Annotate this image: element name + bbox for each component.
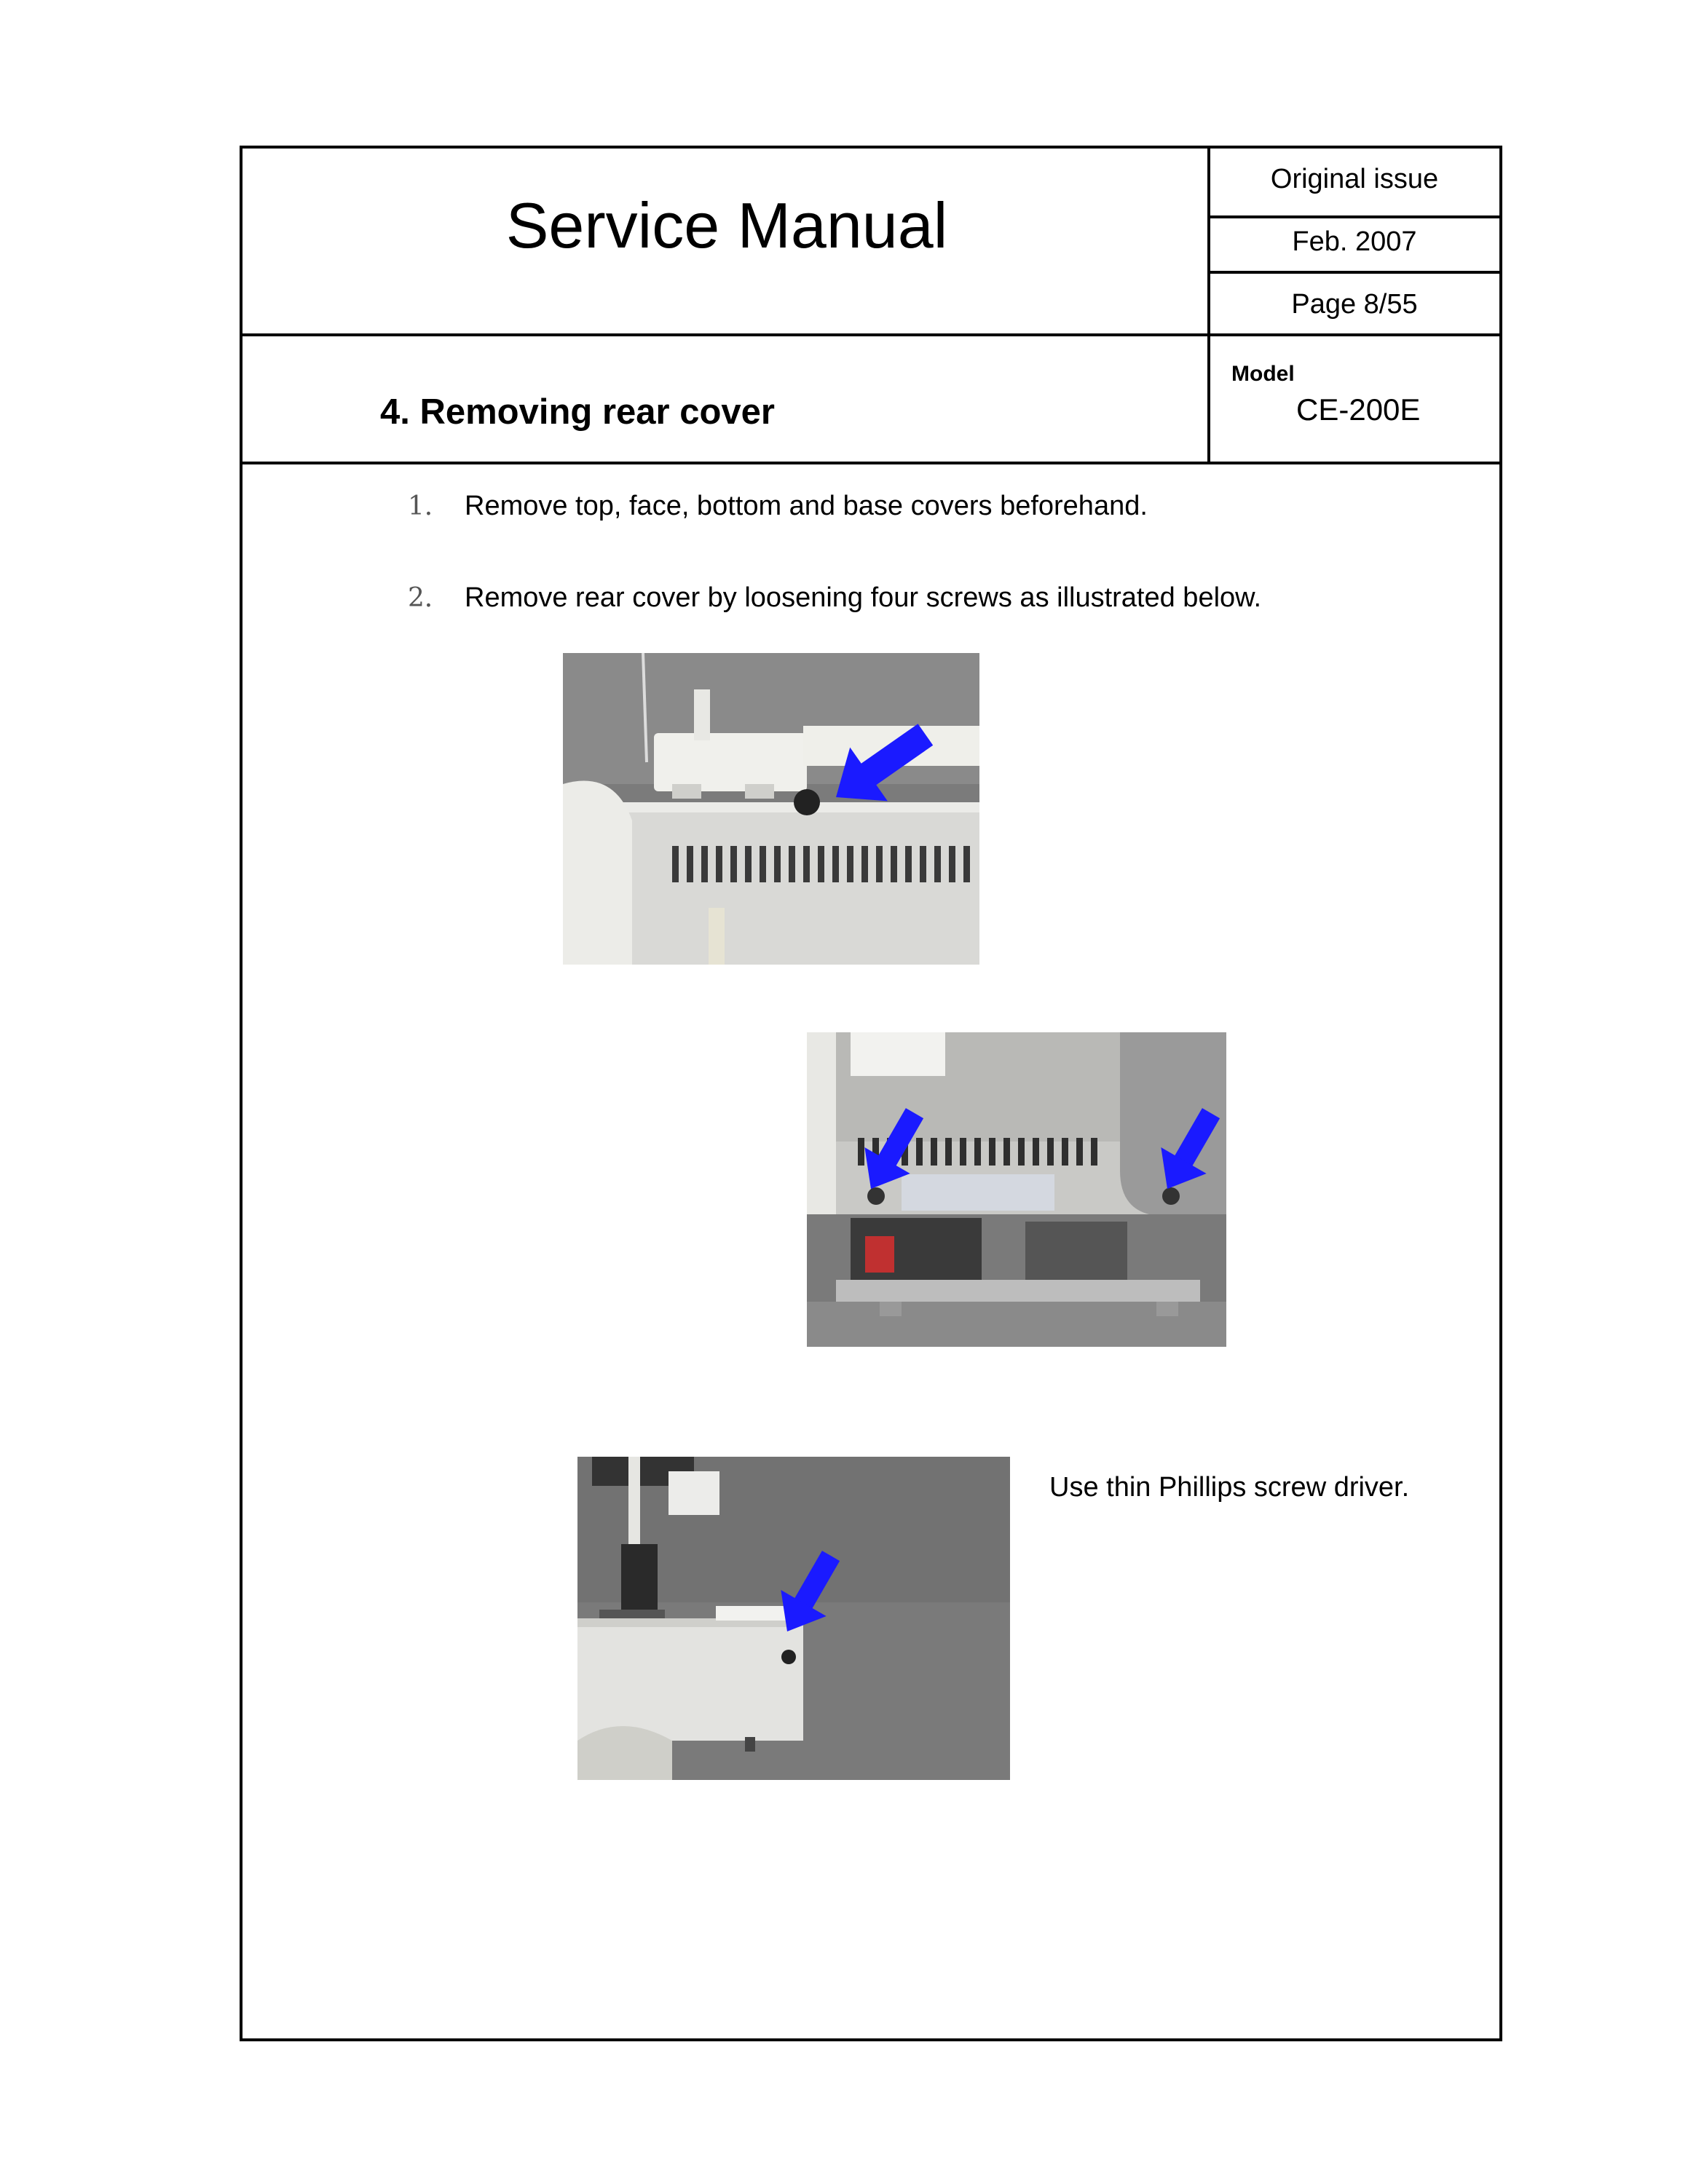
section-heading: 4. Removing rear cover bbox=[380, 392, 775, 432]
photo-bottom-rear-screws bbox=[807, 1032, 1226, 1347]
section-bottom-divider bbox=[240, 462, 1502, 464]
photo-side-screw bbox=[577, 1457, 1010, 1780]
issue-label: Original issue bbox=[1270, 164, 1439, 194]
step-2 bbox=[408, 581, 1261, 615]
photo-top-rear-screw bbox=[563, 653, 979, 965]
model-value: CE-200E bbox=[1296, 392, 1421, 427]
issue-date: Feb. 2007 bbox=[1292, 226, 1417, 257]
screwdriver-note: Use thin Phillips screw driver. bbox=[1049, 1472, 1410, 1503]
step-2-text: Remove rear cover by loosening four screws as illustrated below. bbox=[465, 582, 1262, 613]
page-number: Page 8/55 bbox=[1291, 289, 1418, 320]
page-title: Service Manual bbox=[505, 189, 948, 261]
step-1-number: 1． bbox=[408, 491, 451, 521]
step-2-number: 2． bbox=[408, 583, 451, 613]
header-bottom-divider bbox=[240, 333, 1502, 336]
model-label: Model bbox=[1231, 362, 1295, 386]
header-row-divider-1 bbox=[1207, 215, 1502, 218]
header-row-divider-2 bbox=[1207, 271, 1502, 274]
step-1-text: Remove top, face, bottom and base covers beforehand. bbox=[465, 491, 1148, 521]
step-1 bbox=[408, 489, 1148, 523]
